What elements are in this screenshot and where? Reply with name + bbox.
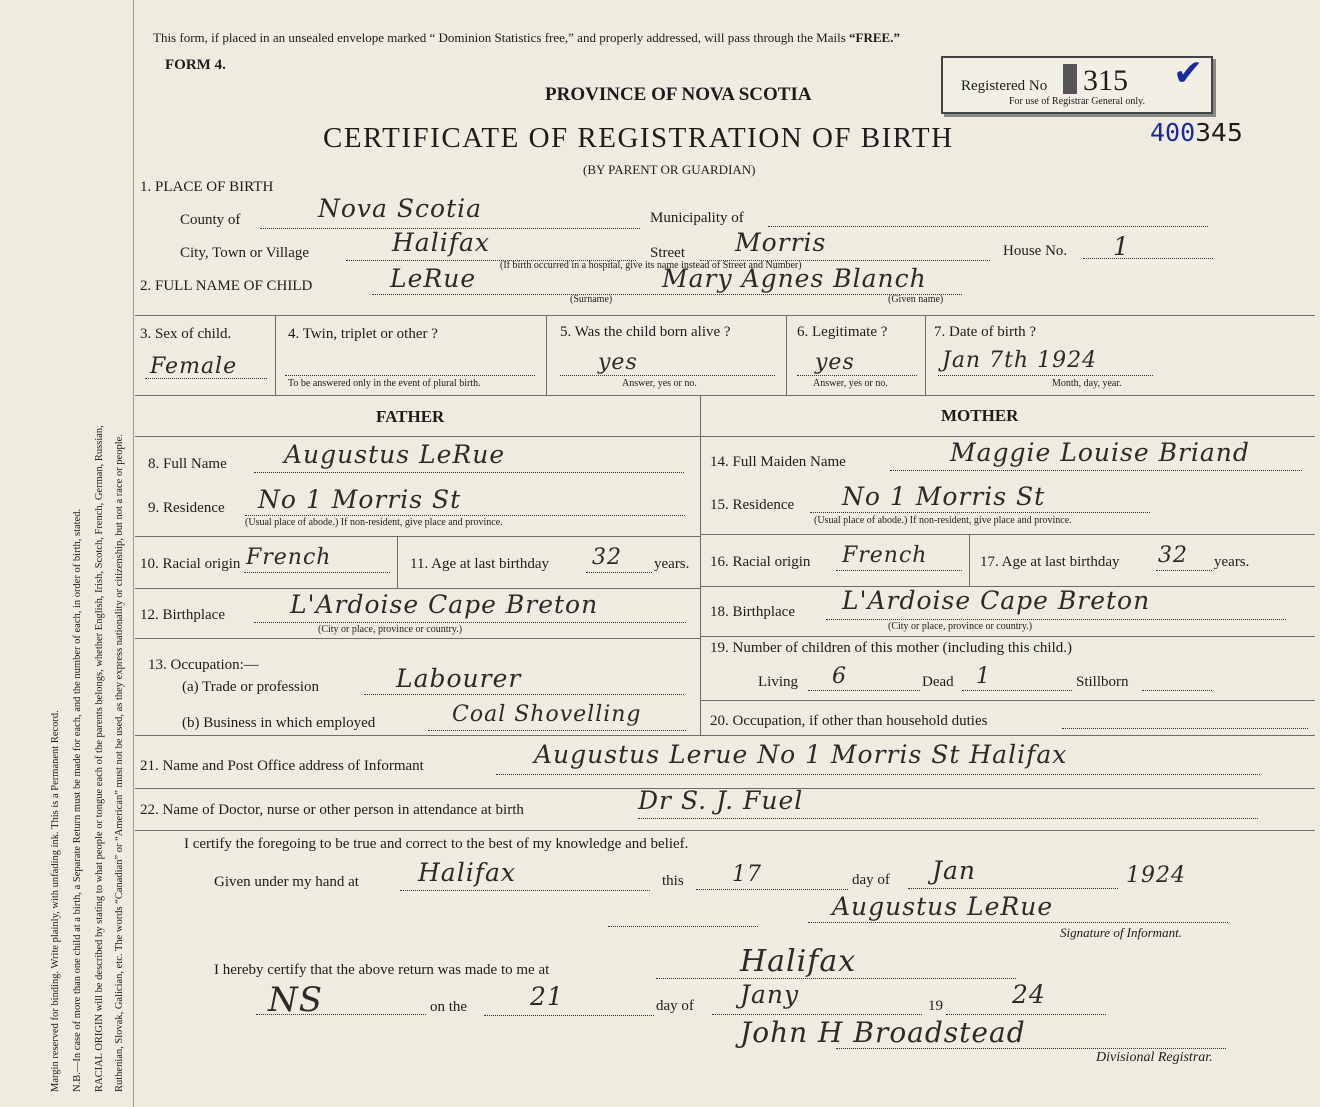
father-trade: Labourer bbox=[396, 664, 522, 693]
certification-place: Halifax bbox=[418, 858, 516, 887]
given-name-note: (Given name) bbox=[888, 294, 944, 305]
county-value: Nova Scotia bbox=[318, 194, 483, 223]
dob-value: Jan 7th 1924 bbox=[942, 348, 1098, 373]
registrar-day: 21 bbox=[530, 982, 564, 1011]
child-surname: LeRue bbox=[390, 264, 477, 293]
children-count-label: 19. Number of children of this mother (including this child.) bbox=[710, 640, 1073, 656]
surname-note: (Surname) bbox=[570, 294, 613, 305]
form-number: FORM 4. bbox=[165, 57, 226, 73]
informant-value: Augustus Lerue No 1 Morris St Halifax bbox=[534, 740, 1068, 769]
registered-number: 315 bbox=[1083, 64, 1128, 97]
stamp-mark bbox=[1063, 64, 1077, 94]
twin-note: To be answered only in the event of plural birth. bbox=[288, 378, 481, 389]
street-value: Morris bbox=[735, 228, 827, 257]
twin-label: 4. Twin, triplet or other ? bbox=[288, 326, 438, 342]
born-alive-note: Answer, yes or no. bbox=[622, 378, 697, 389]
given-label: Given under my hand at bbox=[214, 874, 359, 890]
registrar-general-note: For use of Registrar General only. bbox=[1009, 96, 1145, 107]
mother-birthplace: L'Ardoise Cape Breton bbox=[842, 586, 1151, 615]
signature-of-informant-label: Signature of Informant. bbox=[1060, 925, 1182, 940]
trade-label: (a) Trade or profession bbox=[182, 679, 320, 695]
born-alive-label: 5. Was the child born alive ? bbox=[560, 324, 731, 340]
dob-note: Month, day, year. bbox=[1052, 378, 1122, 389]
legitimate-note: Answer, yes or no. bbox=[813, 378, 888, 389]
dead-label: Dead bbox=[922, 674, 954, 690]
province-heading: PROVINCE OF NOVA SCOTIA bbox=[545, 84, 812, 105]
doctor-label: 22. Name of Doctor, nurse or other person in attendance at birth bbox=[140, 802, 524, 818]
registrar-place: Halifax bbox=[740, 944, 857, 979]
father-birthplace-label: 12. Birthplace bbox=[140, 607, 225, 623]
margin-binding-note: Margin reserved for binding. Write plainly, with unfading ink. This is a Permanent Record. bbox=[50, 710, 61, 1092]
doctor-value: Dr S. J. Fuel bbox=[638, 786, 804, 815]
living-value: 6 bbox=[832, 664, 847, 689]
on-the-label: on the bbox=[430, 999, 468, 1015]
registrar-year: 24 bbox=[1012, 980, 1046, 1009]
registrar-cert-text: I hereby certify that the above return was made to me at bbox=[214, 962, 550, 978]
child-name-label: 2. FULL NAME OF CHILD bbox=[140, 278, 313, 294]
margin-racial-note-2: Ruthenian, Slovak, Galician, etc. The words “Canadian” or “American” must not be used, as they express nationality or citizenship, but not a race or people. bbox=[114, 434, 125, 1092]
mother-race: French bbox=[842, 543, 928, 568]
place-of-birth-label: 1. PLACE OF BIRTH bbox=[140, 179, 274, 195]
mother-race-label: 16. Racial origin bbox=[710, 554, 811, 570]
this-label: this bbox=[662, 873, 684, 889]
sex-value: Female bbox=[150, 354, 238, 379]
page-title: CERTIFICATE OF REGISTRATION OF BIRTH bbox=[323, 122, 954, 154]
father-race-label: 10. Racial origin bbox=[140, 556, 241, 572]
legitimate-value: yes bbox=[815, 350, 855, 375]
divisional-registrar-label: Divisional Registrar. bbox=[1096, 1050, 1213, 1065]
dob-label: 7. Date of birth ? bbox=[934, 324, 1037, 340]
registrar-day-of-label: day of bbox=[656, 998, 694, 1014]
father-birthplace-note: (City or place, province or country.) bbox=[318, 624, 463, 635]
city-label: City, Town or Village bbox=[180, 245, 310, 261]
mail-notice: This form, if placed in an unsealed envelope marked “ Dominion Statistics free,” and properly addressed, will pass through the Mails “FREE.” bbox=[153, 30, 900, 45]
certification-text: I certify the foregoing to be true and correct to the best of my knowledge and belief. bbox=[184, 836, 689, 852]
registered-label: Registered No bbox=[961, 78, 1048, 94]
stillborn-label: Stillborn bbox=[1076, 674, 1129, 690]
page-subtitle: (BY PARENT OR GUARDIAN) bbox=[583, 162, 756, 177]
stamp-number: 400345 bbox=[1150, 118, 1243, 147]
certification-day: 17 bbox=[732, 862, 762, 887]
margin-plural-note: N.B.—In case of more than one child at a birth, a Separate Return must be made for each, and the number of each, in order of birth, stated. bbox=[72, 508, 83, 1092]
mother-residence: No 1 Morris St bbox=[842, 482, 1046, 511]
registrar-signature: John H Broadstead bbox=[740, 1016, 1026, 1049]
business-label: (b) Business in which employed bbox=[182, 715, 376, 731]
day-of-label: day of bbox=[852, 872, 890, 888]
registrar-year-prefix: 19 bbox=[928, 998, 943, 1014]
father-residence: No 1 Morris St bbox=[258, 485, 462, 514]
mother-birthplace-label: 18. Birthplace bbox=[710, 604, 795, 620]
father-residence-note: (Usual place of abode.) If non-resident, give place and province. bbox=[245, 517, 503, 528]
father-race: French bbox=[246, 545, 332, 570]
mother-birthplace-note: (City or place, province or country.) bbox=[888, 621, 1033, 632]
margin-racial-note-1: RACIAL ORIGIN will be described by stating to what people or tongue each of the parents belongs, whether English, Irish, Scotch, French, German, Russian, bbox=[94, 425, 105, 1092]
mother-age: 32 bbox=[1158, 543, 1188, 568]
child-given-name: Mary Agnes Blanch bbox=[662, 264, 927, 293]
father-name-label: 8. Full Name bbox=[148, 456, 227, 472]
city-value: Halifax bbox=[392, 228, 490, 257]
municipality-label: Municipality of bbox=[650, 210, 744, 226]
father-birthplace: L'Ardoise Cape Breton bbox=[290, 590, 599, 619]
house-value: 1 bbox=[1113, 232, 1130, 261]
certification-year: 1924 bbox=[1126, 863, 1186, 888]
county-label: County of bbox=[180, 212, 241, 228]
check-mark-icon: ✔ bbox=[1173, 53, 1204, 93]
father-business: Coal Shovelling bbox=[452, 702, 642, 727]
mother-years: years. bbox=[1214, 554, 1250, 570]
occupation-label: 13. Occupation:— bbox=[148, 657, 259, 673]
house-label: House No. bbox=[1003, 243, 1068, 259]
informant-signature: Augustus LeRue bbox=[832, 892, 1054, 921]
legitimate-label: 6. Legitimate ? bbox=[797, 324, 888, 340]
mother-residence-note: (Usual place of abode.) If non-resident, give place and province. bbox=[814, 515, 1072, 526]
father-residence-label: 9. Residence bbox=[148, 500, 225, 516]
father-age-label: 11. Age at last birthday bbox=[410, 556, 549, 572]
registered-box bbox=[941, 53, 1213, 114]
certification-month: Jan bbox=[932, 856, 977, 885]
hospital-note: (If birth occurred in a hospital, give its name instead of Street and Number) bbox=[500, 260, 802, 271]
informant-label: 21. Name and Post Office address of Informant bbox=[140, 758, 424, 774]
street-label: Street bbox=[650, 245, 685, 261]
registrar-month: Jany bbox=[740, 980, 800, 1009]
mother-occupation-label: 20. Occupation, if other than household duties bbox=[710, 713, 988, 729]
mother-name: Maggie Louise Briand bbox=[950, 438, 1250, 467]
mother-name-label: 14. Full Maiden Name bbox=[710, 454, 846, 470]
mother-age-label: 17. Age at last birthday bbox=[980, 554, 1120, 570]
born-alive-value: yes bbox=[598, 350, 638, 375]
margin-rule bbox=[133, 0, 134, 1107]
father-header: FATHER bbox=[376, 407, 445, 426]
father-name: Augustus LeRue bbox=[284, 440, 506, 469]
dead-value: 1 bbox=[976, 664, 991, 689]
living-label: Living bbox=[758, 674, 798, 690]
father-age: 32 bbox=[592, 545, 622, 570]
sex-label: 3. Sex of child. bbox=[140, 326, 232, 342]
registrar-initials: NS bbox=[268, 980, 324, 1020]
mother-residence-label: 15. Residence bbox=[710, 497, 795, 513]
mother-header: MOTHER bbox=[941, 406, 1019, 425]
father-years: years. bbox=[654, 556, 690, 572]
